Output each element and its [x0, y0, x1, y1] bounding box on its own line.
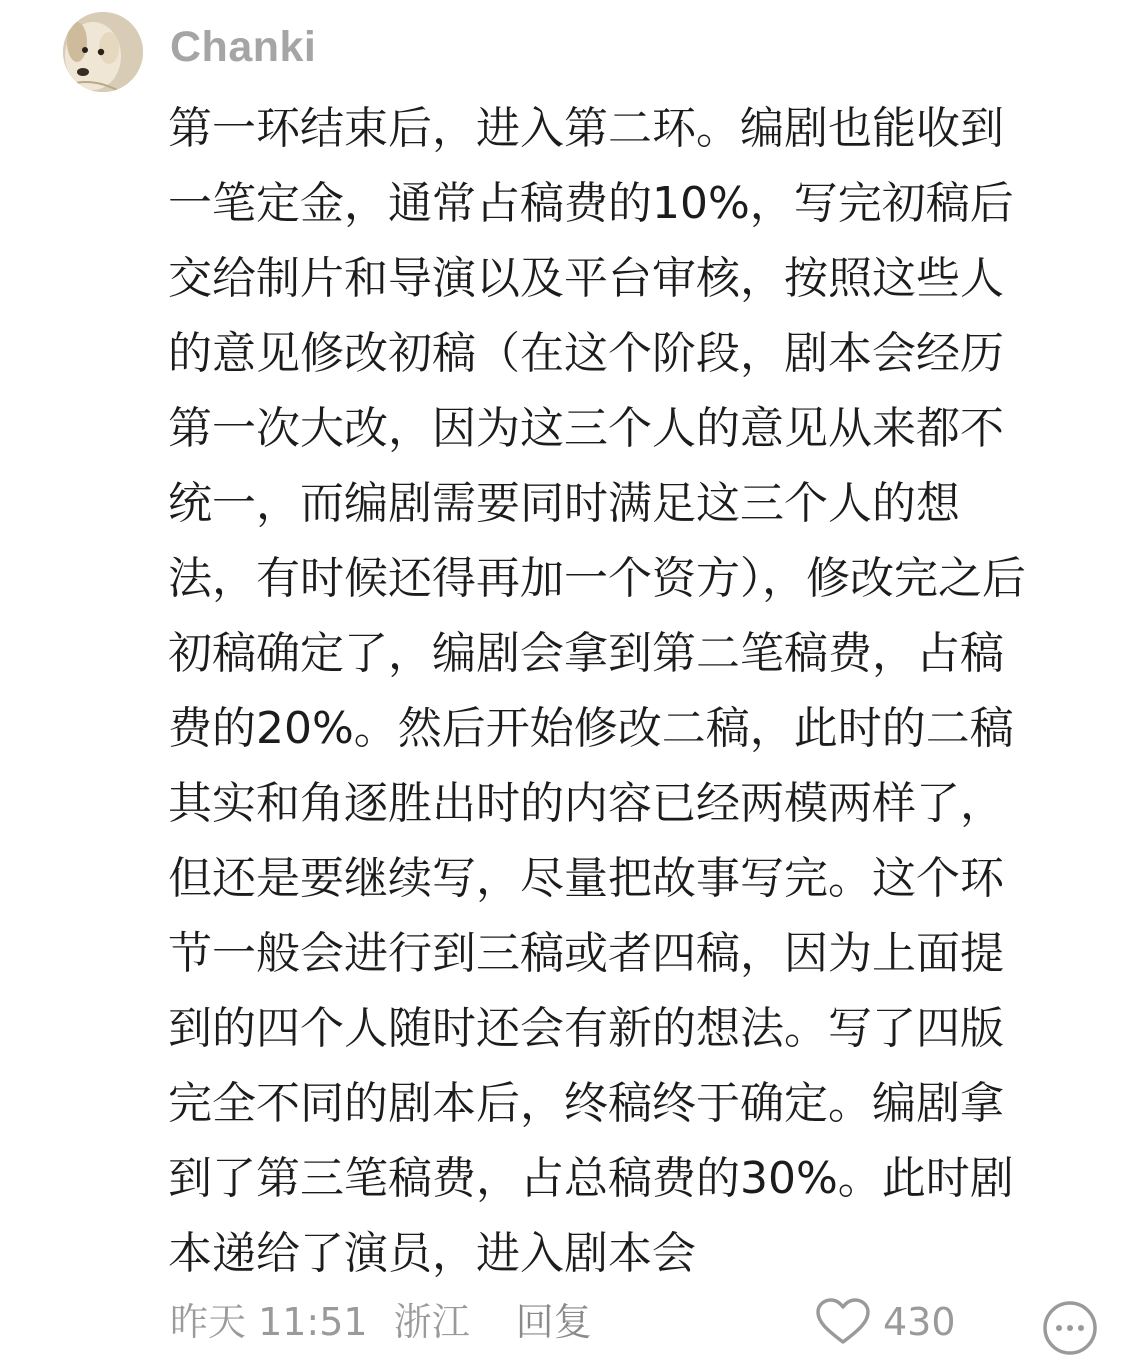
comment-line: 第一环结束后，进入第二环。编剧也能收到: [168, 103, 1004, 154]
more-button[interactable]: [1042, 1300, 1098, 1360]
comment-line: 的意见修改初稿（在这个阶段，剧本会经历: [168, 328, 1004, 379]
comment-line: 完全不同的剧本后，终稿终于确定。编剧拿: [168, 1078, 1004, 1129]
comment-line: 但还是要继续写，尽量把故事写完。这个环: [168, 853, 1004, 904]
more-icon: [1042, 1300, 1098, 1356]
comment-line: 费的20%。然后开始修改二稿，此时的二稿: [168, 703, 1014, 754]
comment-line: 一笔定金，通常占稿费的10%，写完初稿后: [168, 178, 1014, 229]
comment-time: 昨天 11:51: [170, 1300, 368, 1344]
comment-line: 第一次大改，因为这三个人的意见从来都不: [168, 403, 1004, 454]
comment-line: 其实和角逐胜出时的内容已经两模两样了，: [168, 778, 1004, 829]
comment-line: 到了第三笔稿费，占总稿费的30%。此时剧: [168, 1153, 1014, 1204]
comment-line: 到的四个人随时还会有新的想法。写了四版: [168, 1003, 1004, 1054]
like-button[interactable]: [815, 1298, 956, 1348]
heart-icon: [815, 1298, 871, 1346]
comment-body: [168, 91, 1098, 1291]
comment-line: 交给制片和导演以及平台审核，按照这些人: [168, 253, 1004, 304]
like-count: 430: [883, 1300, 956, 1344]
comment-line: 法，有时候还得再加一个资方），修改完之后: [168, 553, 1026, 604]
username[interactable]: Chanki: [170, 23, 317, 71]
comment-location: 浙江: [393, 1300, 470, 1344]
comment-meta: [170, 1298, 606, 1346]
dog-avatar-icon: [63, 12, 143, 92]
comment-line: 初稿确定了，编剧会拿到第二笔稿费，占稿: [168, 628, 1004, 679]
avatar[interactable]: [63, 12, 143, 92]
comment-line: 统一，而编剧需要同时满足这三个人的想: [168, 478, 960, 529]
comment-line: 节一般会进行到三稿或者四稿，因为上面提: [168, 928, 1004, 979]
reply-button[interactable]: 回复: [515, 1300, 592, 1344]
comment-line: 本递给了演员，进入剧本会: [168, 1228, 696, 1279]
